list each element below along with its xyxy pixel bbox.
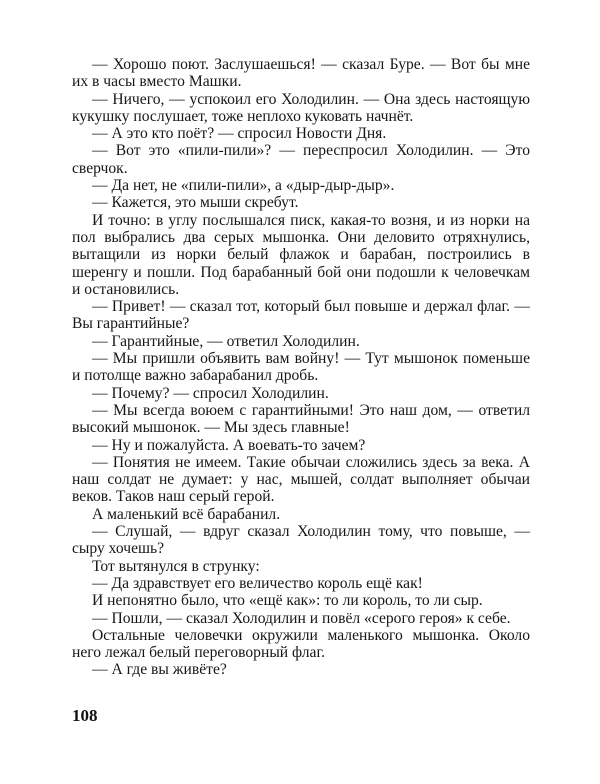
paragraph: — А где вы живёте? — [92, 661, 227, 679]
text-body — [72, 56, 530, 679]
paragraph: — Слушай, — вдруг сказал Холодилин тому, что повыше, — сыру хочешь? — [72, 523, 530, 558]
paragraph: — Вот это «пили-пили»? — переспросил Холодилин. — Это сверчок. — [72, 142, 530, 177]
paragraph: Остальные человечки окружили маленького мышонка. Около него лежал белый переговорный флаг. — [72, 626, 530, 662]
paragraph: — Да здравствует его величество король ещё как! — [92, 574, 423, 592]
paragraph: — Хорошо поют. Заслушаешься! — сказал Буре. — Вот бы мне их в часы вместо Машки. — [72, 56, 530, 91]
paragraph: И непонятно было, что «ещё как»: то ли король, то ли сыр. — [92, 592, 483, 610]
paragraph: — Мы всегда воюем с гарантийными! Это наш дом, — ответил высокий мышонок. — Мы здесь главные! — [72, 401, 530, 437]
paragraph: — Кажется, это мыши скребут. — [92, 194, 299, 212]
paragraph: — Ничего, — успокоил его Холодилин. — Она здесь настоящую кукушку послушает, тоже неплохо куковать начнёт. — [72, 90, 530, 125]
paragraph: — Пошли, — сказал Холодилин и повёл «серого героя» к себе. — [92, 609, 511, 627]
paragraph: — Привет! — сказал тот, который был повыше и держал флаг. — Вы гарантийные? — [72, 298, 530, 333]
page-number: 108 — [72, 706, 98, 725]
paragraph: — Понятия не имеем. Такие обычаи сложились здесь за века. А наш солдат не думает: у нас, мышей, солдат выполняет обычаи веков. Таков наш серый герой. — [72, 453, 530, 506]
paragraph: — Ну и пожалуйста. А воевать-то зачем? — [92, 436, 366, 454]
paragraph: — Мы пришли объявить вам войну! — Тут мышонок поменьше и потолще важно забарабанил дробь. — [72, 350, 530, 385]
paragraph: — Гарантийные, — ответил Холодилин. — [92, 332, 360, 350]
paragraph: А маленький всё барабанил. — [92, 505, 281, 523]
paragraph: — А это кто поёт? — спросил Новости Дня. — [92, 125, 387, 143]
paragraph: — Почему? — спросил Холодилин. — [92, 384, 329, 402]
paragraph: И точно: в углу послышался писк, какая-то возня, и из норки на пол выбрались два серых мышонка. Они деловито отряхнулись, вытащили из норки белый флажок и барабан, построились в шеренгу и пошли. Под барабанный бой они подошли к человечкам и остановились. — [72, 211, 530, 298]
paragraph: — Да нет, не «пили-пили», а «дыр-дыр-дыр». — [92, 177, 395, 195]
paragraph: Тот вытянулся в струнку: — [92, 557, 260, 575]
